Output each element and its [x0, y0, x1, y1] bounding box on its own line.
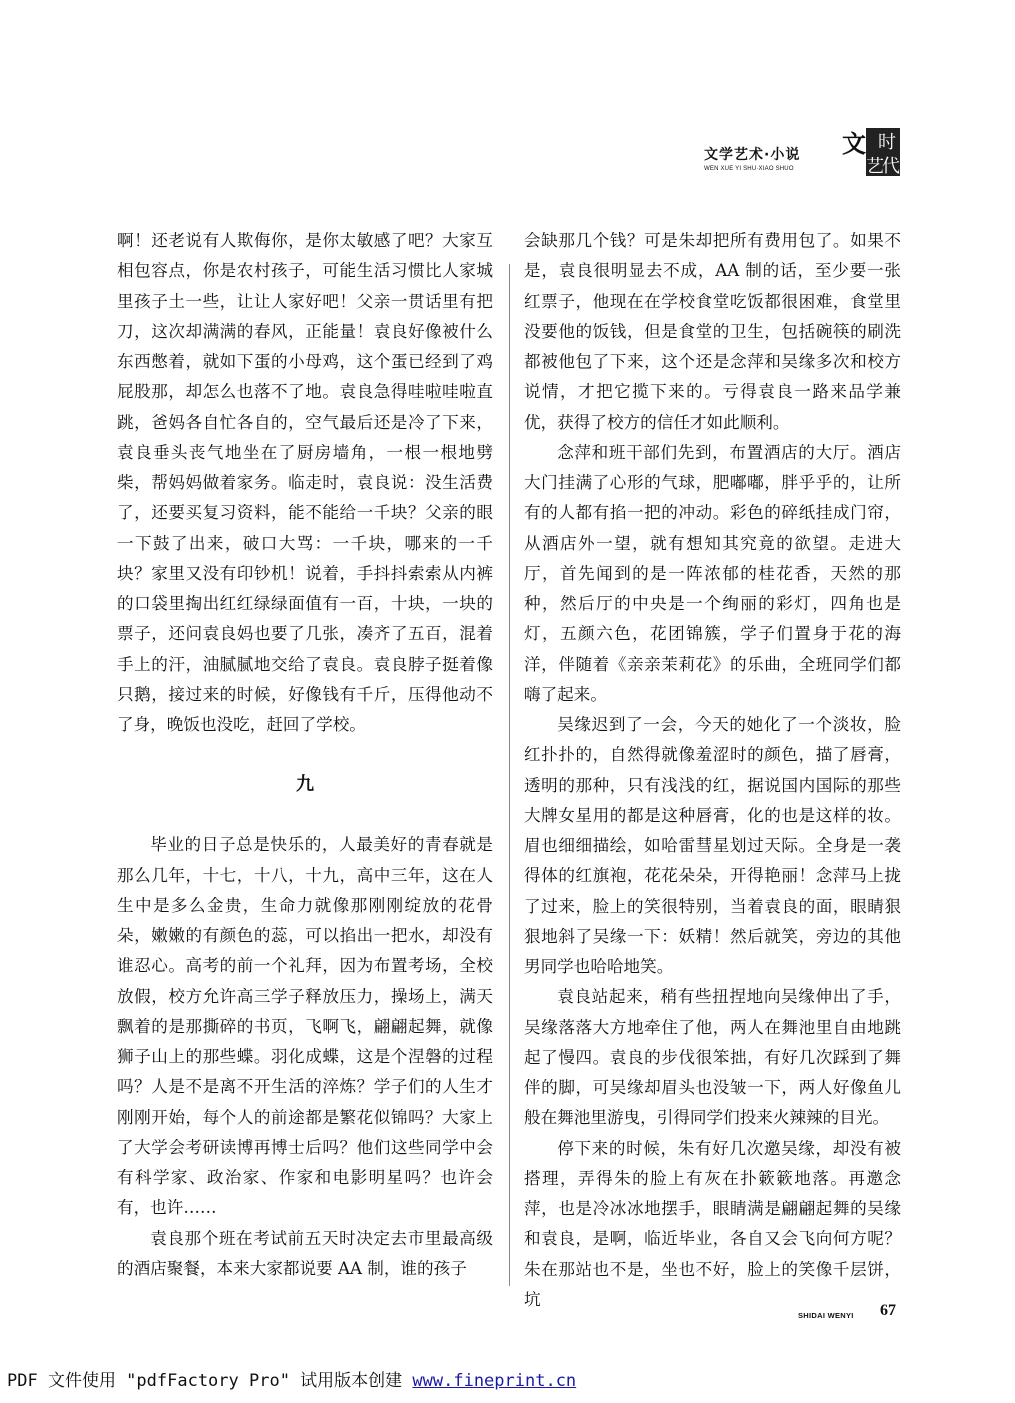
logo-char-shi: 时 [878, 132, 896, 153]
right-paragraph-3: 吴缘迟到了一会，今天的她化了一个淡妆，脸红扑扑的，自然得就像羞涩时的颜色，描了唇膏，透明的那种，只有浅浅的红，据说国内国际的那些大牌女星用的都是这种唇膏，化的也是这样的妆。眉也细细描绘，如哈雷彗星划过天际。全身是一袭得体的红旗袍，花花朵朵，开得艳丽！念萍马上拢了过来，脸上的笑很特别，当着袁良的面，眼睛狠狠地斜了吴缘一下：妖精！然后就笑，旁边的其他男同学也哈哈地笑。 [524, 715, 901, 976]
pdf-watermark [7, 1366, 576, 1391]
right-paragraph-2: 念萍和班干部们先到，布置酒店的大厅。酒店大门挂满了心形的气球，肥嘟嘟，胖乎乎的，让所有的人都有掐一把的冲动。彩色的碎纸挂成门帘，从酒店外一望，就有想知其究竟的欲望。走进大厅，首先闻到的是一阵浓郁的桂花香，天然的那种，然后厅的中央是一个绚丽的彩灯，四角也是灯，五颜六色，花团锦簇，学子们置身于花的海洋，伴随着《亲亲茉莉花》的乐曲，全班同学们都嗨了起来。 [524, 442, 901, 704]
left-paragraph-2: 毕业的日子总是快乐的，人最美好的青春就是那么几年，十七，十八，十九，高中三年，这在人生中是多么金贵，生命力就像那刚刚绽放的花骨朵，嫩嫩的有颜色的蕊，可以掐出一把水，却没有谁忍心。高考的前一个礼拜，因为布置考场，全校放假，校方允许高三学子释放压力，操场上，满天飘着的是那撕碎的书页，飞啊飞，翩翩起舞，就像狮子山上的那些蝶。羽化成蝶，这是个涅磐的过程吗？人是不是离不开生活的淬炼？学子们的人生才刚刚开始，每个人的前途都是繁花似锦吗？大家上了大学会考研读博再博士后吗？他们这些同学中会有科学家、政治家、作家和电影明星吗？也许会有，也许…… [117, 835, 493, 1218]
logo-char-yi: 艺 [866, 156, 884, 176]
magazine-logo [842, 128, 900, 176]
footer-magazine-name: SHIDAI WENYI [798, 1311, 854, 1320]
section-category: 文学艺术·小说 [704, 147, 801, 163]
logo-char-dai: 代 [882, 156, 900, 176]
section-heading: 九 [296, 774, 314, 796]
right-paragraph-5: 停下来的时候，朱有好几次邀吴缘，却没有被搭理，弄得朱的脸上有灰在扑簌簌地落。再邀念萍，也是冷冰冰地摆手，眼睛满是翩翩起舞的吴缘和袁良，是啊，临近毕业，各自又会飞向何方呢？朱在那站也不是，坐也不好，脸上的笑像千层饼，坑 [524, 1138, 901, 1309]
left-column [117, 226, 493, 1284]
page-header [702, 128, 902, 178]
page-number: 67 [880, 1302, 896, 1319]
left-paragraph-1: 啊！还老说有人欺侮你，是你太敏感了吧？大家互相包容点，你是农村孩子，可能生活习惯比人家城里孩子土一些，让让人家好吧！父亲一贯话里有把刀，这次却满满的春风，正能量！袁良好像被什么东西憋着，就如下蛋的小母鸡，这个蛋已经到了鸡屁股那，却怎么也落不了地。袁良急得哇啦哇啦直跳，爸妈各自忙各自的，空气最后还是冷了下来，袁良垂头丧气地坐在了厨房墙角，一根一根地劈柴，帮妈妈做着家务。临走时，袁良说：没生活费了，还要买复习资料，能不能给一千块？父亲的眼一下鼓了出来，破口大骂：一千块，哪来的一千块？家里又没有印钞机！说着，手抖抖索索从内裤的口袋里掏出红红绿绿面值有一百，十块，一块的票子，还问袁良妈也要了几张，凑齐了五百，混着手上的汗，油腻腻地交给了袁良。袁良脖子挺着像只鹅，接过来的时候，好像钱有千斤，压得他动不了身，晚饭也没吃，赶回了学校。 [117, 231, 493, 734]
logo-char-wen: 文 [842, 130, 866, 158]
left-paragraph-3: 袁良那个班在考试前五天时决定去市里最高级的酒店聚餐，本来大家都说要 AA 制，谁的孩子 [117, 1228, 493, 1278]
right-paragraph-4: 袁良站起来，稍有些扭捏地向吴缘伸出了手，吴缘落落大方地牵住了他，两人在舞池里自由地跳起了慢四。袁良的步伐很笨拙，有好几次踩到了舞伴的脚，可吴缘却眉头也没皱一下，两人好像鱼儿般在舞池里游曳，引得同学们投来火辣辣的目光。 [524, 987, 901, 1128]
right-column [524, 226, 901, 1315]
pdf-watermark-text: PDF 文件使用 "pdfFactory Pro" 试用版本创建 [7, 1371, 413, 1391]
section-category-pinyin: WEN XUE YI SHU·XIAO SHUO [704, 166, 794, 172]
column-divider [509, 264, 510, 1286]
fineprint-link[interactable]: www.fineprint.cn [412, 1371, 577, 1391]
right-paragraph-1: 会缺那几个钱？可是朱却把所有费用包了。如果不是，袁良很明显去不成，AA 制的话，至少要一张红票子，他现在在学校食堂吃饭都很困难，食堂里没要他的饭钱，但是食堂的卫生，包括碗筷的刷洗都被他包了下来，这个还是念萍和吴缘多次和校方说情，才把它揽下来的。亏得袁良一路来品学兼优，获得了校方的信任才如此顺利。 [524, 231, 901, 432]
